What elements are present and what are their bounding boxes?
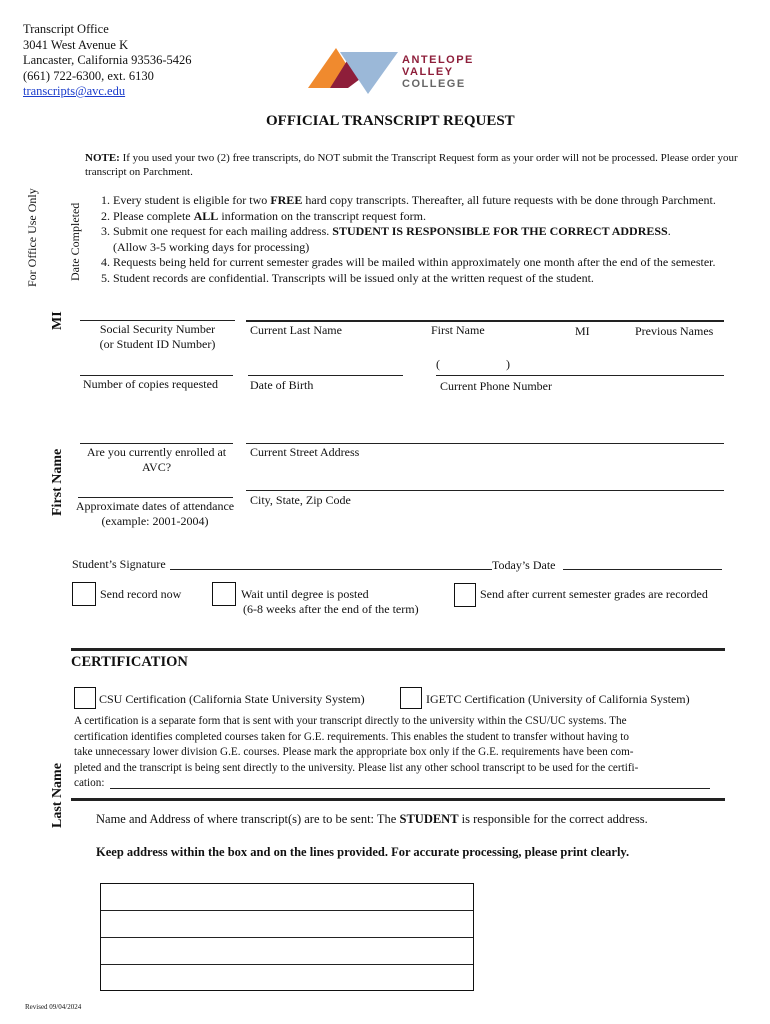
city-label: City, State, Zip Code (250, 493, 351, 507)
last-name-side-label: Last Name (50, 763, 65, 828)
instruction-1: 1. Every student is eligible for two FREE hard copy transcripts. Thereafter, all future requests with be done through Parchment. (113, 193, 754, 209)
igetc-label: IGETC Certification (University of California System) (426, 692, 690, 706)
office-phone: (661) 722-6300, ext. 6130 (23, 68, 154, 83)
other-school-line[interactable] (110, 788, 710, 789)
wait-degree-label: Wait until degree is posted (6-8 weeks after the end of the term) (241, 587, 419, 616)
signature-line[interactable] (170, 569, 492, 570)
instructions-list (84, 193, 754, 286)
mi-side-label: MI (50, 311, 65, 330)
logo-line2: VALLEY (402, 66, 454, 78)
street-label: Current Street Address (250, 445, 360, 459)
office-name: Transcript Office (23, 22, 109, 36)
revised-date: Revised 09/04/2024 (25, 1003, 82, 1011)
address-box[interactable] (100, 883, 474, 991)
instruction-5: 5. Student records are confidential. Transcripts will be issued only at the written request of the student. (113, 271, 754, 287)
send-now-checkbox[interactable] (72, 582, 96, 606)
copies-label: Number of copies requested (83, 377, 218, 391)
note-text: If you used your two (2) free transcripts, do NOT submit the Transcript Request form as your order will not be processed. Please order your transcript on Parchment. (85, 152, 738, 178)
date-completed-label: Date Completed (68, 202, 82, 281)
logo-line3: COLLEGE (402, 78, 466, 90)
today-line[interactable] (563, 569, 722, 570)
first-name-side-label: First Name (50, 448, 65, 516)
csu-label: CSU Certification (California State University System) (99, 692, 365, 706)
dates-label: Approximate dates of attendance (example: 2001-2004) (75, 499, 235, 528)
phone-label: Current Phone Number (440, 379, 552, 393)
today-label: Today’s Date (492, 558, 556, 572)
office-city: Lancaster, California 93536-5426 (23, 53, 192, 67)
instruction-2: 2. Please complete ALL information on the transcript request form. (113, 209, 754, 225)
office-street: 3041 West Avenue K (23, 37, 129, 52)
ssn-label: Social Security Number (or Student ID Number) (99, 322, 216, 351)
address-instruction: Name and Address of where transcript(s) are to be sent: The STUDENT is responsible for the correct address. (96, 812, 648, 826)
last-name-label: Current Last Name (250, 323, 342, 337)
phone-paren-close: ) (506, 357, 510, 371)
csu-checkbox[interactable] (74, 687, 96, 709)
logo-line1: ANTELOPE (402, 54, 474, 66)
certification-heading: CERTIFICATION (71, 654, 188, 670)
note (85, 151, 745, 179)
instruction-3: 3. Submit one request for each mailing address. STUDENT IS RESPONSIBLE FOR THE CORRECT ADDRESS. (Allow 3-5 working days for processing) (113, 224, 754, 255)
page-title: OFFICIAL TRANSCRIPT REQUEST (266, 113, 515, 129)
previous-names-label: Previous Names (635, 324, 714, 338)
after-grades-label: Send after current semester grades are recorded (480, 587, 708, 601)
phone-paren-open: ( (436, 357, 440, 371)
print-clearly-note: Keep address within the box and on the lines provided. For accurate processing, please print clearly. (96, 845, 630, 859)
certification-description: A certification is a separate form that is sent with your transcript directly to the university within the CSU/UC systems. The certification identifies completed courses taken for G.E. requirements. This enables the student to transfer without having to take unnecessary lower division G.E. courses. Please mark the appropriate box only if the G.E. requirements have been com- pleted and the transcript is being sent directly to the university. Please list any other school transcript to be used for the certifi- cation: (74, 715, 639, 789)
office-address (23, 22, 192, 100)
office-email[interactable]: transcripts@avc.edu (23, 84, 126, 98)
first-name-label: First Name (431, 323, 485, 337)
enrolled-label: Are you currently enrolled at AVC? (86, 445, 227, 474)
dob-label: Date of Birth (250, 378, 314, 392)
after-grades-checkbox[interactable] (454, 583, 476, 607)
college-logo (308, 46, 488, 96)
instruction-4: 4. Requests being held for current semester grades will be mailed within approximately one month after the end of the semester. (113, 255, 754, 271)
igetc-checkbox[interactable] (400, 687, 422, 709)
note-label: NOTE: (85, 152, 120, 164)
send-now-label: Send record now (100, 587, 182, 601)
signature-label: Student’s Signature (72, 557, 166, 571)
mi-label: MI (575, 324, 590, 338)
office-use-label: For Office Use Only (25, 188, 39, 287)
college-logo-text (402, 54, 474, 90)
wait-degree-checkbox[interactable] (212, 582, 236, 606)
college-logo-mark (308, 46, 398, 96)
